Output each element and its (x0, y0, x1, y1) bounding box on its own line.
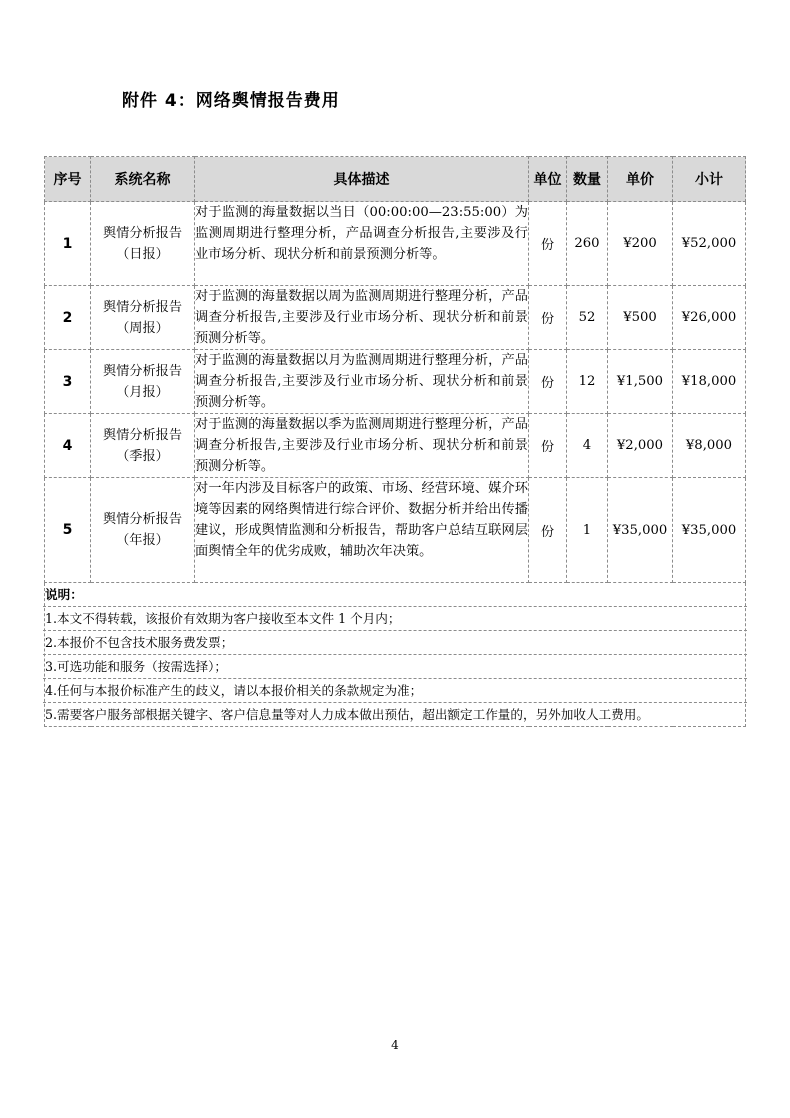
unit-price: ¥35,000 (608, 478, 673, 583)
system-name-line2: （日报） (116, 246, 169, 262)
unit-price: ¥500 (608, 286, 673, 350)
unit: 份 (529, 202, 567, 286)
fee-table (44, 156, 746, 727)
system-name-line1: 舆情分析报告 (102, 299, 183, 315)
row-number: 2 (45, 286, 91, 350)
system-name (91, 414, 195, 478)
system-name-line1: 舆情分析报告 (102, 512, 183, 527)
system-name-line1: 舆情分析报告 (102, 427, 183, 443)
quantity: 4 (567, 414, 608, 478)
note-item: 4.任何与本报价标准产生的歧义，请以本报价相关的条款规定为准； (43, 678, 747, 702)
row-number: 4 (45, 414, 91, 478)
notes-section (45, 583, 746, 727)
note-item: 5.需要客户服务部根据关键字、客户信息量等对人力成本做出预估，超出额定工作量的，另外加收人工费用。 (43, 702, 747, 726)
unit-price: ¥200 (608, 202, 673, 286)
page-number: 4 (391, 1038, 399, 1052)
subtotal: ¥8,000 (673, 414, 746, 478)
row-number: 1 (45, 202, 91, 286)
table-row (45, 478, 746, 583)
header-quantity: 数量 (567, 157, 608, 202)
subtotal: ¥52,000 (673, 202, 746, 286)
system-name-line1: 舆情分析报告 (102, 363, 183, 379)
quantity: 1 (567, 478, 608, 583)
page-title: 附件 4：网络舆情报告费用 (122, 91, 340, 111)
subtotal: ¥35,000 (673, 478, 746, 583)
note-item: 2.本报价不包含技术服务费发票； (43, 630, 747, 654)
header-system: 系统名称 (91, 157, 195, 202)
description: 对于监测的海量数据以月为监测周期进行整理分析，产品调查分析报告,主要涉及行业市场分析、现状分析和前景预测分析等。 (195, 350, 529, 414)
description: 对于监测的海量数据以季为监测周期进行整理分析，产品调查分析报告,主要涉及行业市场分析、现状分析和前景预测分析等。 (195, 414, 529, 478)
header-unit: 单位 (529, 157, 567, 202)
table-row (45, 350, 746, 414)
quantity: 52 (567, 286, 608, 350)
system-name (91, 350, 195, 414)
row-number: 5 (45, 478, 91, 583)
table-row (45, 286, 746, 350)
header-no: 序号 (45, 157, 91, 202)
system-name-line2: （季报） (116, 448, 169, 464)
description: 对于监测的海量数据以周为监测周期进行整理分析，产品调查分析报告,主要涉及行业市场分析、现状分析和前景预测分析等。 (195, 286, 529, 350)
unit: 份 (529, 478, 567, 583)
header-description: 具体描述 (195, 157, 529, 202)
table-row (45, 202, 746, 286)
system-name-line2: （月报） (116, 384, 169, 400)
unit-price: ¥2,000 (608, 414, 673, 478)
system-name (91, 202, 195, 286)
quantity: 12 (567, 350, 608, 414)
subtotal: ¥26,000 (673, 286, 746, 350)
unit: 份 (529, 414, 567, 478)
description: 对于监测的海量数据以当日（00:00:00—23:55:00）为监测周期进行整理分析，产品调查分析报告,主要涉及行业市场分析、现状分析和前景预测分析等。 (195, 202, 529, 286)
header-price: 单价 (608, 157, 673, 202)
system-name-line1: 舆情分析报告 (102, 225, 183, 241)
row-number: 3 (45, 350, 91, 414)
system-name (91, 478, 195, 583)
unit: 份 (529, 350, 567, 414)
notes-row (45, 583, 746, 727)
table-header-row (45, 157, 746, 202)
note-item: 1.本文不得转载，该报价有效期为客户接收至本文件 1 个月内； (43, 606, 747, 630)
system-name-line2: （周报） (116, 320, 169, 336)
notes-title: 说明： (45, 587, 83, 602)
quantity: 260 (567, 202, 608, 286)
unit: 份 (529, 286, 567, 350)
system-name-line2: （年报） (116, 533, 169, 548)
header-subtotal: 小计 (673, 157, 746, 202)
system-name (91, 286, 195, 350)
subtotal: ¥18,000 (673, 350, 746, 414)
table-row (45, 414, 746, 478)
note-item: 3.可选功能和服务（按需选择）； (43, 654, 747, 678)
description: 对一年内涉及目标客户的政策、市场、经营环境、媒介环境等因素的网络舆情进行综合评价、数据分析并给出传播建议，形成舆情监测和分析报告，帮助客户总结互联网层面舆情全年的优劣成败，辅助次年决策。 (195, 478, 529, 583)
unit-price: ¥1,500 (608, 350, 673, 414)
